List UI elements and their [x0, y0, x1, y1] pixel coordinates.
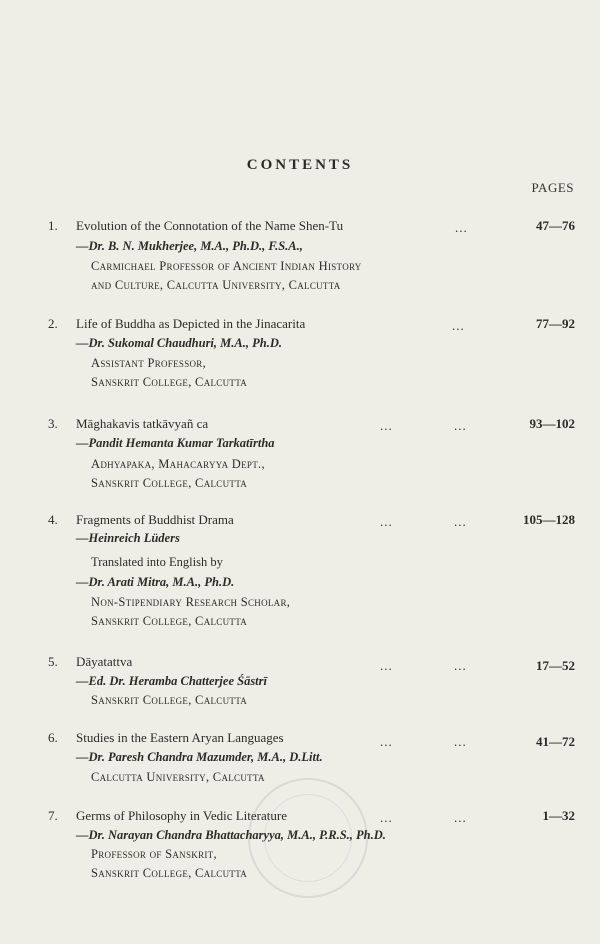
entry-title: Evolution of the Connotation of the Name Shen-Tu [76, 218, 344, 233]
entry-number: 7. [48, 808, 58, 823]
entry-pages: 77—92 [536, 316, 575, 331]
entry-author: —Dr. Paresh Chandra Mazumder, M.A., D.Litt. [76, 750, 323, 764]
entry-affiliation-line: and Culture, Calcutta University, Calcutta [91, 278, 341, 292]
leader-dots: ... [454, 514, 467, 529]
entry-title: Māghakavis tatkāvyañ ca [76, 416, 209, 431]
stamp-inner-ring [264, 794, 352, 882]
entry-number: 6. [48, 730, 58, 745]
entry-author: —Dr. Narayan Chandra Bhattacharyya, M.A., P.R.S., Ph.D. [76, 828, 386, 842]
entry-title: Fragments of Buddhist Drama [76, 512, 234, 527]
entry-title: Dāyatattva [76, 654, 133, 669]
entry-number: 3. [48, 416, 58, 431]
entry-affiliation-line: Sanskrit College, Calcutta [91, 693, 248, 707]
leader-dots: ... [454, 658, 467, 673]
leader-dots: ... [454, 810, 467, 825]
entry-pages: 17—52 [536, 658, 575, 673]
entry-translator: —Dr. Arati Mitra, M.A., Ph.D. [76, 575, 235, 589]
entry-affiliation-line: Professor of Sanskrit, [91, 847, 217, 861]
pages-column-label: PAGES [531, 180, 574, 195]
entry-author: —Dr. Sukomal Chaudhuri, M.A., Ph.D. [76, 336, 282, 350]
entry-pages: 105—128 [523, 512, 575, 527]
entry-affiliation-line: Sanskrit College, Calcutta [91, 614, 248, 628]
entry-affiliation-line: Sanskrit College, Calcutta [91, 476, 248, 490]
entry-affiliation-line: Adhyapaka, Mahacaryya Dept., [91, 457, 265, 471]
entry-affiliation-line: Calcutta University, Calcutta [91, 770, 265, 784]
entry-affiliation-line: Assistant Professor, [91, 356, 207, 370]
leader-dots: ... [454, 734, 467, 749]
leader-dots: ... [380, 418, 393, 433]
entry-title: Germs of Philosophy in Vedic Literature [76, 808, 287, 823]
entry-affiliation-line: Sanskrit College, Calcutta [91, 375, 248, 389]
entry-affiliation-line: Sanskrit College, Calcutta [91, 866, 248, 880]
entry-number: 2. [48, 316, 58, 331]
entry-author: —Heinreich Lüders [76, 531, 180, 545]
library-stamp-watermark-icon [248, 778, 368, 898]
contents-heading: CONTENTS [246, 157, 354, 173]
entry-title: Studies in the Eastern Aryan Languages [76, 730, 284, 745]
entry-number: 4. [48, 512, 58, 527]
leader-dots: ... [455, 220, 468, 235]
leader-dots: ... [452, 318, 465, 333]
entry-affiliation-line: Non-Stipendiary Research Scholar, [91, 595, 291, 609]
entry-number: 5. [48, 654, 58, 669]
leader-dots: ... [380, 734, 393, 749]
entry-translated-by: Translated into English by [91, 555, 223, 569]
entry-title: Life of Buddha as Depicted in the Jinacarita [76, 316, 306, 331]
entry-pages: 1—32 [542, 808, 575, 823]
entry-author: —Pandit Hemanta Kumar Tarkatīrtha [76, 436, 275, 450]
leader-dots: ... [454, 418, 467, 433]
entry-pages: 47—76 [536, 218, 575, 233]
entry-pages: 41—72 [536, 734, 575, 749]
entry-pages: 93—102 [529, 416, 575, 431]
leader-dots: ... [380, 658, 393, 673]
leader-dots: ... [380, 514, 393, 529]
entry-number: 1. [48, 218, 58, 233]
leader-dots: ... [380, 810, 393, 825]
entry-affiliation-line: Carmichael Professor of Ancient Indian History [91, 259, 362, 273]
entry-author: —Dr. B. N. Mukherjee, M.A., Ph.D., F.S.A., [76, 239, 303, 253]
entry-author: —Ed. Dr. Heramba Chatterjee Śāstrī [76, 674, 267, 688]
